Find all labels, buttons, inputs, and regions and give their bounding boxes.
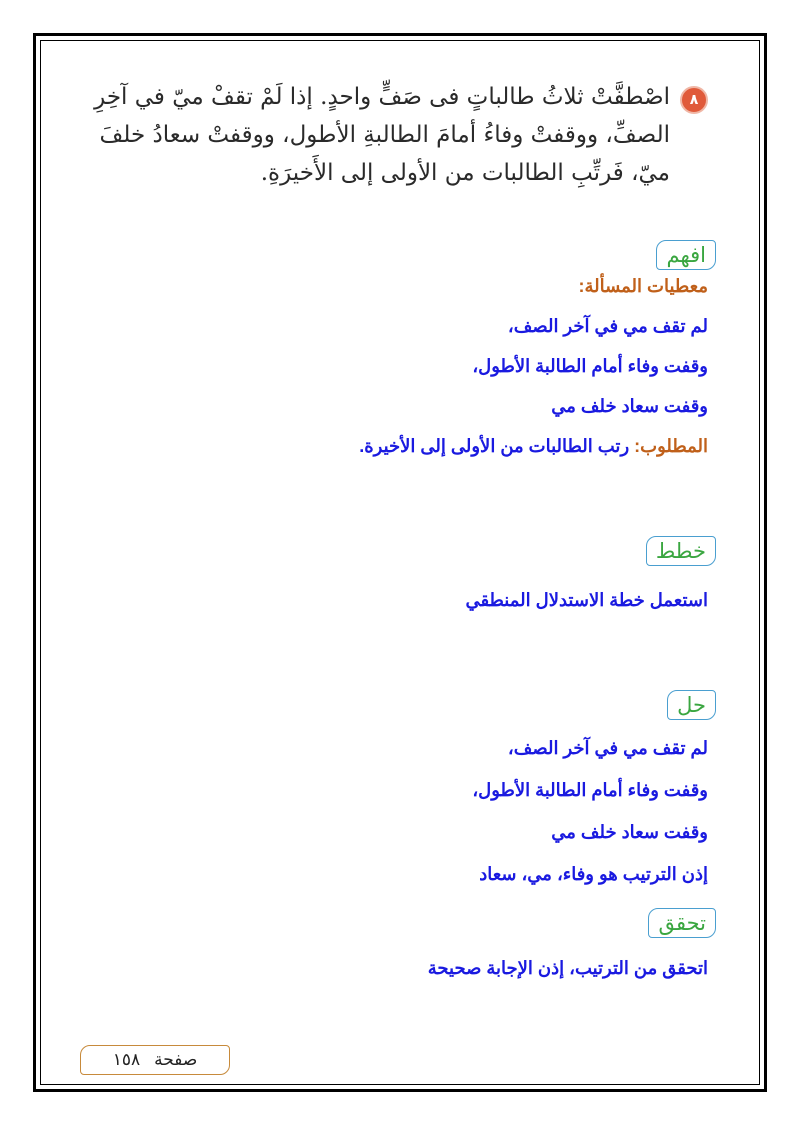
plan-text: استعمل خطة الاستدلال المنطقي [465,590,708,610]
required-label: المطلوب: [634,436,708,456]
section-label-solve: حل [667,690,716,720]
solve-line-2: وقفت وفاء أمام الطالبة الأطول، [472,780,708,800]
page-label: صفحة [154,1050,198,1070]
problem-text: اصْطفَّتْ ثلاثُ طالباتٍ فى صَفٍّ واحدٍ. إذا لَمْ تقفْ ميّ في آخِرِ الصفِّ، ووقفتْ وفاءُ أمامَ الطالبةِ الأطول، ووقفتْ سعادُ خلفَ ميّ، فَرتِّبِ الطالبات من الأولى إلى الأَخيرَةِ. [94,84,670,186]
section-label-understand: افهم [656,240,716,270]
given-line-2: وقفت وفاء أمام الطالبة الأطول، [472,356,708,376]
solve-line-3: وقفت سعاد خلف مي [551,822,708,842]
given-line-1: لم تقف مي في آخر الصف، [507,316,708,336]
page-number-box [80,1045,230,1075]
problem-statement [88,78,708,192]
problem-number-badge: ٨ [680,86,708,114]
page-number: ١٥٨ [112,1050,141,1070]
section-label-check: تحقق [648,908,716,938]
section-label-plan: خطط [646,536,716,566]
given-line-3: وقفت سعاد خلف مي [551,396,708,416]
required-text: رتب الطالبات من الأولى إلى الأخيرة. [359,436,635,456]
solve-line-1: لم تقف مي في آخر الصف، [507,738,708,758]
required-line [359,436,708,457]
check-text: اتحقق من الترتيب، إذن الإجابة صحيحة [427,958,708,978]
solve-line-4: إذن الترتيب هو وفاء، مي، سعاد [479,864,708,884]
givens-title: معطيات المسألة: [578,276,708,296]
